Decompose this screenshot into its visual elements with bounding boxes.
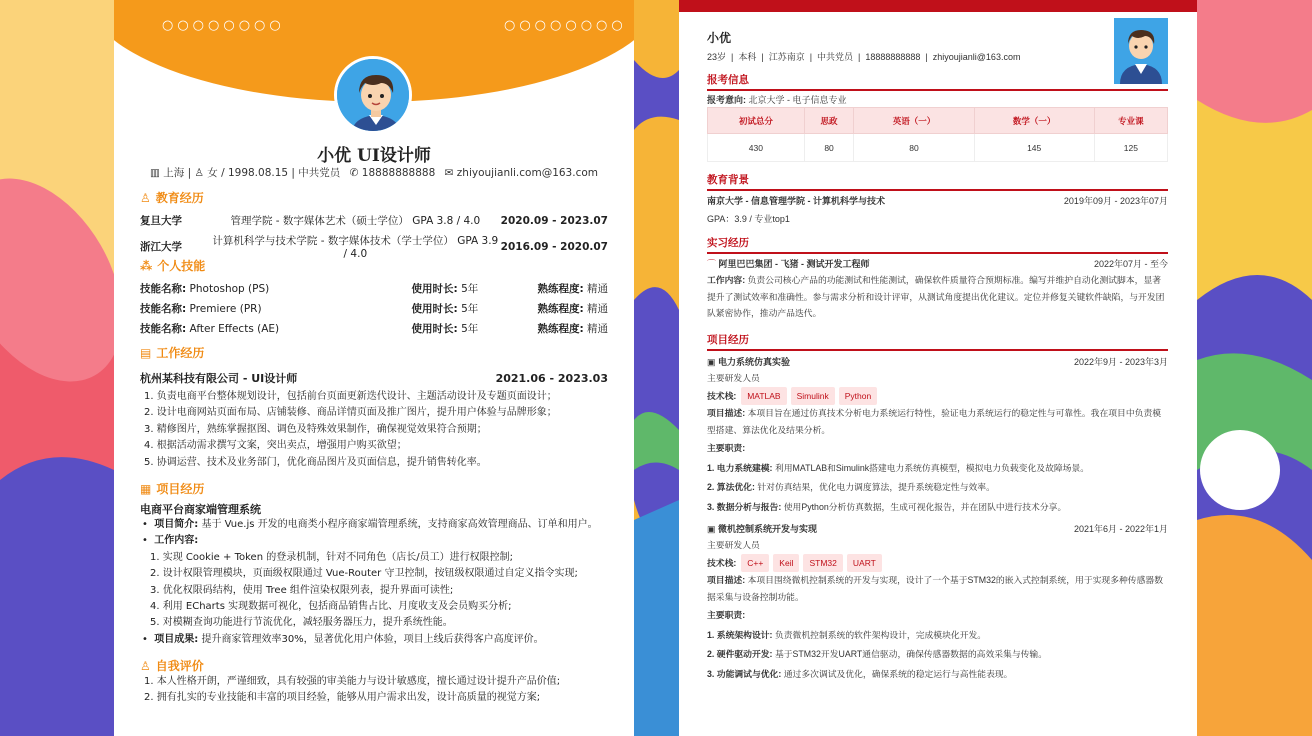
education-title: 南京大学 - 信息管理学院 - 计算机科学与技术 [707,196,885,206]
top-bar [679,0,1197,12]
skill-level: 精通 [587,283,608,295]
school-name: 浙江大学 [140,241,182,253]
skill-time: 5年 [461,283,479,295]
education-row [707,194,1168,207]
project-date: 2021年6月 - 2022年1月 [1073,524,1168,534]
skill-time: 5年 [461,303,479,315]
list-item: 1. 本人性格开朗，严谨细致，具有较强的审美能力与设计敏感度，擅长通过设计提升产品价值; [144,676,561,687]
skill-time: 5年 [461,323,479,335]
skill-name-label: 技能名称: [140,303,187,315]
education-date: 2020.09 - 2023.07 [500,214,608,227]
list-item: 3. 精修图片，熟练掌握抠图、调色及特殊效果制作，确保视觉效果符合预期； [144,423,487,435]
resume-left [114,0,634,736]
intern-title: 阿里巴巴集团 - 飞猪 - 测试开发工程师 [718,259,870,269]
resume-right [679,0,1197,736]
project-date: 2022年9月 - 2023年3月 [1073,357,1168,367]
tech-label: 技术栈: [707,557,737,568]
phone-icon: ✆ [349,167,359,179]
city-text: 上海 | [163,167,192,179]
education-detail: 计算机科学与技术学院 - 数字媒体技术（学士学位） GPA 3.9 / 4.0 [212,235,499,260]
project-title-row [140,501,608,517]
desc-label: 项目描述: [707,575,746,585]
duty-value: 基于STM32开发UART通信驱动，确保传感器数据的高效采集与传输。 [774,649,1048,659]
skill-name-label: 技能名称: [140,323,187,335]
skill-name: Premiere (PR) [189,302,262,315]
person-icon: ♙ [194,167,204,179]
self-list [144,674,614,707]
apply-label: 报考意向: [707,95,746,105]
project-details [142,517,612,648]
list-item: 1. 实现 Cookie + Token 的登录机制，针对不同角色（店长/员工）进行权限控制; [150,551,513,563]
skill-level-label: 熟练程度: [537,283,584,295]
intern-date: 2022年07月 - 至今 [1093,259,1168,269]
skill-time-label: 使用时长: [411,303,458,315]
intern-label: 工作内容: [707,275,746,285]
decor-dots-right: ○○○○○○○○ [504,18,627,33]
list-item: 5. 协调运营、技术及业务部门，优化商品图片及页面信息，提升销售转化率。 [144,456,487,468]
list-item [707,666,1168,683]
duty-value: 利用MATLAB和Simulink搭建电力系统仿真模型，模拟电力负载变化及故障场景。 [774,462,1090,473]
table-header-row [708,108,1168,134]
project-body [707,537,1168,682]
education-row [140,213,608,228]
education-date: 2016.09 - 2020.07 [500,240,608,253]
gender-birth-text: 女 / 1998.08.15 | 中共党员 [207,167,341,179]
skill-name: Photoshop (PS) [189,282,270,295]
table-header: 思政 [804,108,854,134]
duty-value: 针对仿真结果，优化电力调度算法，提升系统稳定性与效率。 [757,482,995,492]
list-item: 2. 设计电商网站页面布局、店铺装修、商品详情页面及推广图片，提升用户体验与品牌形象； [144,407,557,419]
tech-row [707,387,1168,406]
table-row [708,134,1168,162]
list-item [707,646,1168,663]
intern-text: 负责公司核心产品的功能测试和性能测试，确保软件质量符合预期标准。编写并维护自动化测试脚本，显著提升了测试效率和准确性。参与需求分析和设计评审，从测试角度提出优化建议。定位并修复关键软件缺陷，与开发团队紧密协作，推动产品迭代。 [707,275,1165,318]
intern-description [707,272,1168,322]
section-title: 教育经历 [155,191,204,205]
table-header: 初试总分 [708,108,805,134]
list-item: 4. 利用 ECharts 实现数据可视化，包括商品销售占比、月度收支及会员购买分析; [150,601,512,613]
table-header: 数学（一） [974,108,1094,134]
list-item: • 项目简介: 基于 Vue.js 开发的电商类小程序商家端管理系统，支持商家高效管理商品、订单和用户。 [142,519,598,530]
duty-heading [707,440,1168,457]
skill-row [140,301,608,316]
project-items [142,550,612,632]
school-name: 复旦大学 [140,215,182,227]
tech-tag: STM32 [803,554,842,573]
user-icon: ♙ [140,190,151,205]
email-text: zhiyoujianli.com@163.com [456,167,598,179]
project-desc [707,572,1168,605]
education-date: 2019年09月 - 2023年07月 [1063,196,1168,206]
intro-text: 基于 Vue.js 开发的电商类小程序商家端管理系统，支持商家高效管理商品、订单和用户。 [201,519,598,530]
duty-key: 3. 数据分析与报告: [707,501,782,512]
phone-text: 18888888888 [361,167,436,179]
table-cell: 145 [974,134,1094,162]
window-icon: ▣ [707,524,716,534]
list-item [707,499,1168,516]
desc-label: 项目描述: [707,408,746,418]
link-icon: ⌒ [707,259,717,269]
list-item: • 工作内容: [142,535,199,547]
section-self-heading [140,657,204,674]
list-item: 3. 优化权限码结构，使用 Tree 组件渲染权限列表，提升界面可读性; [150,584,454,596]
duty-key: 3. 功能调试与优化: [707,668,782,679]
duty-heading [707,607,1168,624]
tech-tag: UART [847,554,882,573]
project-body [707,370,1168,515]
project-title: 电商平台商家端管理系统 [140,503,261,516]
apply-value: 北京大学 - 电子信息专业 [748,95,847,105]
duty-value: 通过多次调试及优化，确保系统的稳定运行与高性能表现。 [783,668,1013,679]
tech-tag: MATLAB [741,387,786,406]
section-education-heading [140,189,204,206]
skill-time-label: 使用时长: [411,323,458,335]
table-cell: 430 [708,134,805,162]
gpa-row [707,212,1168,225]
contact-info: 23岁 | 本科 | 江苏南京 | 中共党员 | 18888888888 | zhiyoujianli@163.com [707,52,1021,62]
desc-text: 本项目旨在通过仿真技术分析电力系统运行特性，验证电力系统运行的稳定性与可靠性。我在项目中负责模型搭建、算法优化及结果分析。 [707,408,1162,435]
work-list [144,389,614,471]
education-row [140,233,608,260]
score-table [707,107,1168,162]
building-icon: ▥ [149,167,160,179]
section-title: 自我评价 [155,659,204,673]
project-row [707,355,1168,368]
section-intern-heading: 实习经历 [707,235,1168,254]
section-project-heading: 项目经历 [707,332,1168,351]
skill-time-label: 使用时长: [411,283,458,295]
gpa-text: GPA：3.9 / 专业top1 [707,214,790,224]
section-work-heading [140,344,204,361]
mail-icon: ✉ [444,167,454,179]
work-date: 2021.06 - 2023.03 [495,371,608,385]
duty-key: 2. 算法优化: [707,482,755,492]
table-header: 专业课 [1094,108,1167,134]
list-item: 1. 负责电商平台整体规划设计，包括前台页面更新迭代设计、主题活动设计及专题页面设计； [144,391,557,402]
skill-level: 精通 [587,303,608,315]
table-cell: 125 [1094,134,1167,162]
grid-icon: ⁂ [140,258,153,273]
list-item [707,627,1168,644]
window-icon: ▣ [707,357,716,367]
duty-value: 使用Python分析仿真数据，生成可视化报告，并在团队中进行技术分享。 [783,501,1067,512]
contact-info [114,165,634,180]
skill-level-label: 熟练程度: [537,323,584,335]
work-company: 杭州某科技有限公司 - UI设计师 [140,372,298,385]
list-item [707,479,1168,496]
skill-row [140,281,608,296]
tech-label: 技术栈: [707,390,737,401]
briefcase-icon: ▤ [140,345,152,360]
section-apply-heading: 报考信息 [707,72,1168,91]
duty-key: 1. 电力系统建模: [707,462,773,473]
section-skills-heading [140,257,205,274]
skill-level-label: 熟练程度: [537,303,584,315]
duty-label: 主要职责: [707,443,746,453]
list-item: 2. 拥有扎实的专业技能和丰富的项目经验，能够从用户需求出发，设计高质量的视觉方案; [144,692,541,704]
calendar-icon: ▦ [140,481,152,496]
skill-name: After Effects (AE) [189,322,280,335]
project-title: 微机控制系统开发与实现 [718,524,818,534]
intern-row [707,257,1168,270]
tech-tag: C++ [741,554,769,573]
duty-key: 1. 系统架构设计: [707,629,773,640]
section-title: 项目经历 [156,482,205,496]
apply-row [707,93,1168,106]
duty-key: 2. 硬件驱动开发: [707,649,773,659]
duty-label: 主要职责: [707,610,746,620]
project-role: 主要研发人员 [707,373,760,383]
candidate-name: 小优 UI设计师 [317,146,431,166]
skill-name-label: 技能名称: [140,283,187,295]
tech-tag: Keil [773,554,799,573]
section-title: 个人技能 [157,259,206,273]
project-row [707,522,1168,535]
project-desc [707,405,1168,438]
avatar [334,56,412,134]
list-item: 5. 对模糊查询功能进行节流优化，减轻服务器压力，提升系统性能。 [150,617,453,629]
table-cell: 80 [854,134,974,162]
tech-row [707,554,1168,573]
decor-dots-left: ○○○○○○○○ [162,18,285,33]
education-detail: 管理学院 - 数字媒体艺术（硕士学位） GPA 3.8 / 4.0 [230,215,481,227]
project-title: 电力系统仿真实验 [718,357,791,367]
list-item: 2. 设计权限管理模块，页面级权限通过 Vue-Router 守卫控制，按钮级权限通过自定义指令实现; [150,568,578,580]
skill-level: 精通 [587,323,608,335]
section-education-heading: 教育背景 [707,172,1168,191]
result-label: 项目成果: [154,633,199,645]
section-project-heading [140,480,204,497]
skill-row [140,321,608,336]
duty-value: 负责微机控制系统的软件架构设计，完成模块化开发。 [774,629,987,640]
list-item [707,460,1168,477]
intro-label: 项目简介: [154,519,199,530]
project-role: 主要研发人员 [707,540,760,550]
result-text: 提升商家管理效率30%，显著优化用户体验，项目上线后获得客户高度评价。 [201,633,544,645]
tech-tag: Python [839,387,877,406]
avatar-illustration [337,59,412,134]
user-icon: ♙ [140,658,151,673]
table-header: 英语（一） [854,108,974,134]
table-cell: 80 [804,134,854,162]
content-label: 工作内容: [154,535,199,547]
section-title: 工作经历 [156,346,205,360]
work-header [140,370,608,386]
candidate-name: 小优 [707,31,732,45]
desc-text: 本项目围绕微机控制系统的开发与实现，设计了一个基于STM32的嵌入式控制系统，用于实现多种传感器数据采集与设备控制功能。 [707,575,1163,602]
tech-tag: Simulink [791,387,835,406]
list-item: • 项目成果: 提升商家管理效率30%，显著优化用户体验，项目上线后获得客户高度评价。 [142,633,544,645]
list-item: 4. 根据活动需求撰写文案，突出卖点，增强用户购买欲望； [144,440,407,452]
